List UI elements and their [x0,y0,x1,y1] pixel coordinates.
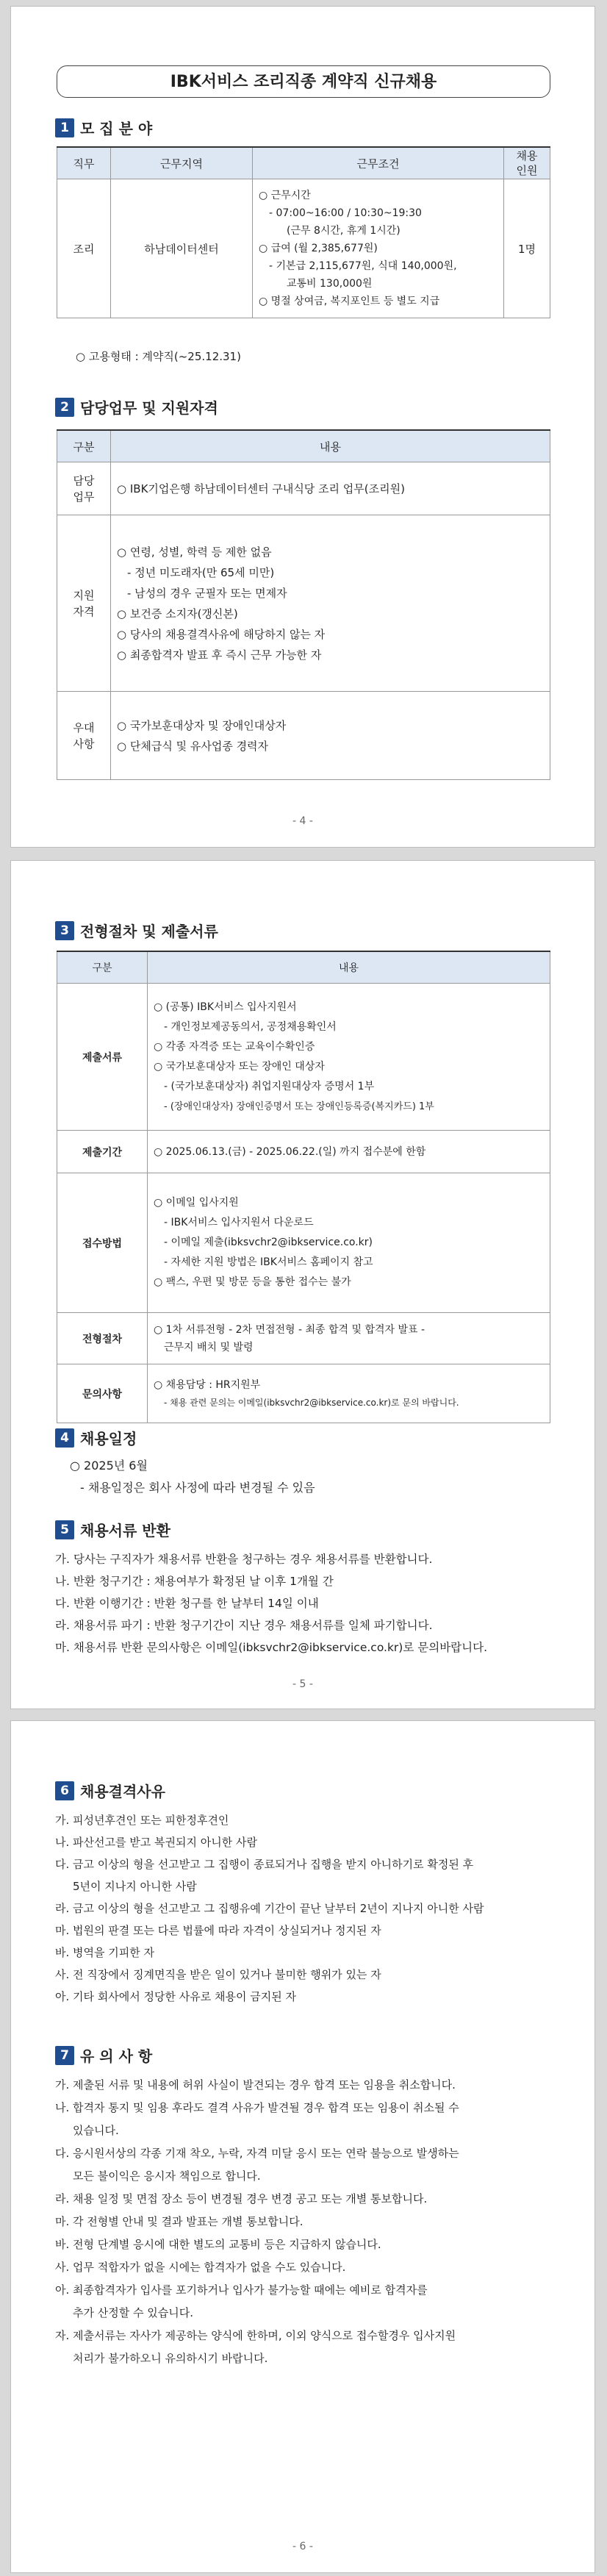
content-line: ○ 보건증 소지자(갱신본) [117,607,238,620]
disq-item: 나. 파산선고를 받고 복권되지 아니한 사람 [55,1836,257,1849]
content-line: - 이메일 제출(ibksvchr2@ibkservice.co.kr) [164,1237,373,1248]
condition-line: 교통비 130,000원 [287,278,373,290]
condition-line: ○ 급여 (월 2,385,677원) [259,243,378,254]
document-page-5 [10,860,595,1709]
page-number: - 6 - [292,2541,313,2552]
cell-job: 조리 [57,179,111,318]
section-number: 7 [55,2046,74,2065]
content-line: ○ 팩스, 우편 및 방문 등을 통한 접수는 불가 [154,1276,351,1288]
section-label: 채용결격사유 [80,1783,165,1800]
content-line: ○ 당사의 채용결격사유에 해당하지 않는 자 [117,627,326,641]
note-item-cont: 처리가 불가하오니 유의하시기 바랍니다. [73,2352,268,2365]
section-label: 모 집 분 야 [80,120,153,137]
header-job: 직무 [57,147,111,179]
row-label-inquiry: 문의사항 [57,1364,148,1423]
header-count: 채용 인원 [504,147,550,179]
content-line: - 자세한 지원 방법은 IBK서비스 홈페이지 참고 [164,1256,373,1268]
note-item-cont: 모든 불이익은 응시자 책임으로 합니다. [73,2169,261,2183]
row-label-preference: 우대 사항 [57,692,111,780]
return-item: 가. 당사는 구직자가 채용서류 반환을 청구하는 경우 채용서류를 반환합니다. [55,1553,433,1566]
document-page-4 [10,6,595,848]
section-label: 채용일정 [80,1430,137,1448]
note-item-cont: 추가 산정할 수 있습니다. [73,2306,193,2319]
disq-item: 가. 피성년후견인 또는 피한정후견인 [55,1814,229,1827]
header-content: 내용 [111,430,550,462]
section-label: 전형절차 및 제출서류 [80,923,218,940]
note-item: 사. 업무 적합자가 없을 시에는 합격자가 없을 수도 있습니다. [55,2261,346,2274]
section-6-heading [55,1780,165,1801]
content-line: ○ 단체급식 및 유사업종 경력자 [117,739,269,753]
section-label: 유 의 사 항 [80,2047,153,2065]
return-list [55,1548,555,1659]
content-line: ○ (공통) IBK서비스 입사지원서 [154,1001,297,1013]
section-7-heading [55,2044,152,2066]
row-content-process [148,1313,550,1364]
disq-item: 라. 금고 이상의 형을 선고받고 그 집행유예 기간이 끝난 날부터 2년이 지나지 아니한 사람 [55,1902,484,1915]
header-location: 근무지역 [111,147,253,179]
row-content-method [148,1173,550,1313]
note-item-cont: 있습니다. [73,2124,119,2137]
inquiry-email-line: - 채용 관련 문의는 이메일(ibksvchr2@ibkservice.co.kr)로 문의 바랍니다. [164,1397,459,1408]
section-number: 1 [55,118,74,137]
row-content-inquiry [148,1364,550,1423]
disq-item: 아. 기타 회사에서 정당한 사유로 채용이 금지된 자 [55,1990,296,2003]
note-item: 가. 제출된 서류 및 내용에 허위 사실이 발견되는 경우 합격 또는 임용을 취소합니다. [55,2078,456,2092]
row-content-period [148,1131,550,1173]
section-label: 담당업무 및 지원자격 [80,399,218,417]
note-item: 나. 합격자 통지 및 임용 후라도 결격 사유가 발견될 경우 합격 또는 임용이 취소될 수 [55,2101,459,2114]
disqualification-list [55,1809,555,2008]
note-item: 바. 전형 단계별 응시에 대한 별도의 교통비 등은 지급하지 않습니다. [55,2238,381,2251]
section-4-heading [55,1427,137,1448]
disq-item: 사. 전 직장에서 징계면직을 받은 일이 있거나 불미한 행위가 있는 자 [55,1968,381,1981]
content-line: ○ IBK기업은행 하남데이터센터 구내식당 조리 업무(조리원) [117,482,405,495]
content-line: 근무지 배치 및 발령 [164,1341,254,1353]
row-content-qualification [111,515,550,692]
row-label-qualification: 지원 자격 [57,515,111,692]
section-3-heading [55,920,218,941]
header-category: 구분 [57,951,148,984]
section-5-heading [55,1519,170,1540]
duty-qualification-table [57,429,550,780]
schedule-line: ○ 2025년 6월 [70,1459,148,1473]
content-line: ○ 연령, 성별, 학력 등 제한 없음 [117,545,272,559]
row-label-period: 제출기간 [57,1131,148,1173]
content-line: - (국가보훈대상자) 취업지원대상자 증명서 1부 [164,1080,375,1092]
condition-line: (근무 8시간, 휴게 1시간) [287,225,401,237]
condition-line: ○ 명절 상여금, 복지포인트 등 별도 지급 [259,296,440,307]
section-1-heading [55,117,152,138]
content-line: - 개인정보제공동의서, 공정채용확인서 [164,1020,337,1033]
row-content-documents [148,984,550,1131]
row-content-duty [111,462,550,515]
employment-type-note: ○ 고용형태 : 계약직(~25.12.31) [76,350,241,363]
section-label: 채용서류 반환 [80,1522,170,1539]
row-content-preference [111,692,550,780]
condition-line: ○ 근무시간 [259,190,311,201]
condition-line: - 기본급 2,115,677원, 식대 140,000원, [269,260,457,272]
disq-item: 다. 금고 이상의 형을 선고받고 그 집행이 종료되거나 집행을 받지 아니하기로 확정된 후 [55,1858,474,1871]
content-line: ○ 각종 자격증 또는 교육이수확인증 [154,1040,315,1053]
return-item: 라. 채용서류 파기 : 반환 청구기간이 지난 경우 채용서류를 일체 파기합니다. [55,1619,433,1632]
content-line: ○ 최종합격자 발표 후 즉시 근무 가능한 자 [117,648,322,662]
note-item: 자. 제출서류는 자사가 제공하는 양식에 한하며, 이외 양식으로 접수할경우 입사지원 [55,2329,456,2342]
row-label-method: 접수방법 [57,1173,148,1313]
condition-line: - 07:00~16:00 / 10:30~19:30 [269,207,422,219]
content-line: ○ 채용담당 : HR지원부 [154,1378,261,1391]
header-content: 내용 [148,951,550,984]
section-number: 6 [55,1781,74,1800]
row-label-duty: 담당 업무 [57,462,111,515]
disq-item-cont: 5년이 지나지 아니한 사람 [73,1880,197,1893]
schedule-line: - 채용일정은 회사 사정에 따라 변경될 수 있음 [80,1481,315,1495]
row-label-documents: 제출서류 [57,984,148,1131]
content-line: ○ 국가보훈대상자 및 장애인대상자 [117,718,287,732]
content-line: ○ 이메일 입사지원 [154,1197,239,1209]
section-number: 2 [55,398,74,417]
section-number: 3 [55,921,74,940]
header-category: 구분 [57,430,111,462]
section-number: 5 [55,1520,74,1539]
section-number: 4 [55,1428,74,1448]
section-2-heading [55,396,218,418]
note-item: 라. 채용 일정 및 면접 장소 등이 변경될 경우 변경 공고 또는 개별 통보합니다. [55,2192,428,2205]
schedule-list [70,1455,570,1499]
page-number: - 5 - [292,1678,313,1690]
content-line: - IBK서비스 입사지원서 다운로드 [164,1217,314,1228]
document-title: IBK서비스 조리직종 계약직 신규채용 [57,65,550,98]
page-number: - 4 - [292,815,313,827]
cell-conditions [253,179,504,318]
content-line: ○ 국가보훈대상자 또는 장애인 대상자 [154,1060,325,1073]
note-item: 다. 응시원서상의 각종 기재 착오, 누락, 자격 미달 응시 또는 연락 불능으로 발생하는 [55,2147,459,2160]
recruit-field-table [57,146,550,318]
document-page-6 [10,1720,595,2573]
procedure-table [57,951,550,1423]
note-item: 마. 각 전형별 안내 및 결과 발표는 개별 통보합니다. [55,2215,304,2228]
content-line: - 정년 미도래자(만 65세 미만) [127,565,275,579]
disq-item: 마. 법원의 판결 또는 다른 법률에 따라 자격이 상실되거나 정지된 자 [55,1924,381,1937]
return-item: 다. 반환 이행기간 : 반환 청구를 한 날부터 14일 이내 [55,1597,319,1610]
header-conditions: 근무조건 [253,147,504,179]
notes-list [55,2074,555,2370]
note-item: 아. 최종합격자가 입사를 포기하거나 입사가 불가능할 때에는 예비로 합격자를 [55,2283,428,2297]
content-line: ○ 2025.06.13.(금) - 2025.06.22.(일) 까지 접수분에 한함 [154,1145,426,1158]
return-item: 나. 반환 청구기간 : 채용여부가 확정된 날 이후 1개월 간 [55,1575,334,1588]
return-item: 마. 채용서류 반환 문의사항은 이메일(ibksvchr2@ibkservice.co.kr)로 문의바랍니다. [55,1641,488,1654]
row-label-process: 전형절차 [57,1313,148,1364]
disq-item: 바. 병역을 기피한 자 [55,1946,154,1959]
content-line: - (장애인대상자) 장애인증명서 또는 장애인등록증(복지카드) 1부 [164,1101,434,1112]
content-line: ○ 1차 서류전형 - 2차 면접전형 - 최종 합격 및 합격자 발표 - [154,1323,425,1336]
cell-count: 1명 [504,179,550,318]
cell-location: 하남데이터센터 [111,179,253,318]
content-line: - 남성의 경우 군필자 또는 면제자 [127,586,287,600]
